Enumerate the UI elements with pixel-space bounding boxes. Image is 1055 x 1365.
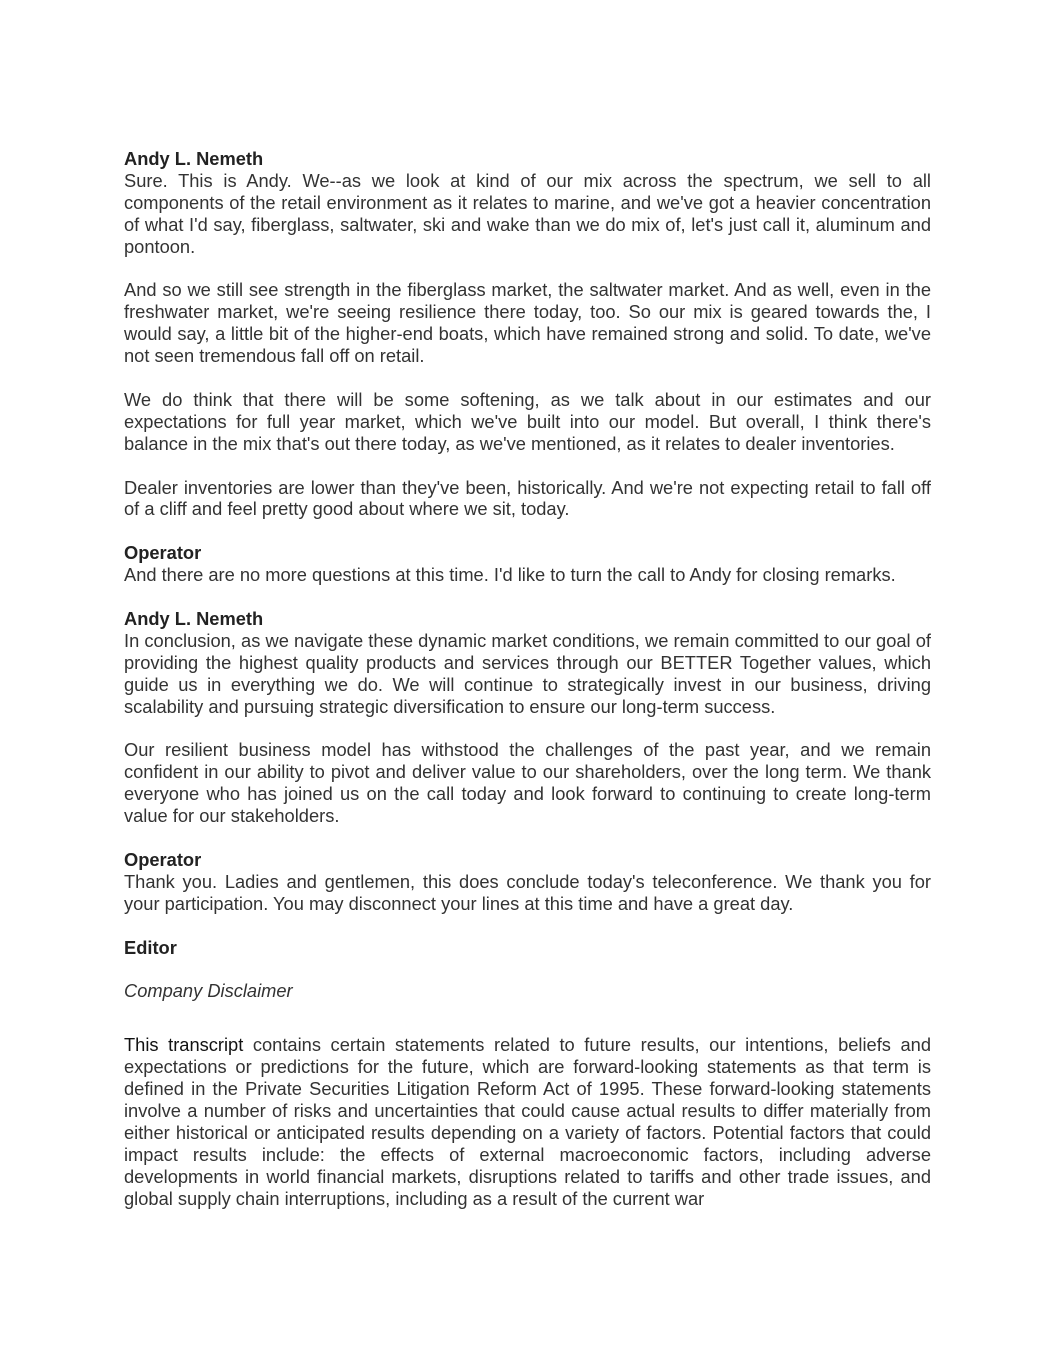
transcript-section: [124, 148, 931, 520]
transcript-paragraph: Sure. This is Andy. We--as we look at kind of our mix across the spectrum, we sell to all components of the retail environment as it relates to marine, and we've got a heavier concentration of what I'd say, fiberglass, saltwater, ski and wake than we do mix of, let's just call it, aluminum and pontoon.: [124, 169, 931, 257]
disclaimer-title: Company Disclaimer: [124, 980, 293, 1002]
disclaimer-body: contains certain statements related to future results, our intentions, beliefs and expectations or predictions for the future, which are forward-looking statements as that term is defined in the Private Securities Litigation Reform Act of 1995. These forward-looking statements involve a number of risks and uncertainties that could cause actual results to differ materially from either historical or anticipated results depending on a variety of factors. Potential factors that could impact results include: the effects of external macroeconomic factors, including adverse developments in world financial markets, disruptions related to tariffs and other trade issues, and global supply chain interruptions, including as a result of the current war: [124, 1034, 931, 1209]
editor-heading: Editor: [124, 936, 177, 958]
transcript-paragraph: Dealer inventories are lower than they've been, historically. And we're not expecting retail to fall off of a cliff and feel pretty good about where we sit, today.: [124, 476, 931, 520]
disclaimer-lead: This transcript: [124, 1034, 244, 1056]
transcript-section: [124, 849, 931, 915]
editor-section: [124, 937, 931, 1210]
speaker-name: Operator: [124, 542, 202, 564]
disclaimer-text: [124, 1034, 931, 1209]
transcript-paragraph: Thank you. Ladies and gentlemen, this does conclude today's teleconference. We thank you for your participation. You may disconnect your lines at this time and have a great day.: [124, 870, 931, 914]
transcript-paragraph: And so we still see strength in the fiberglass market, the saltwater market. And as well, even in the freshwater market, we're seeing resilience there today, too. So our mix is geared towards the, I would say, a little bit of the higher-end boats, which have remained strong and solid. To date, we've not seen tremendous fall off on retail.: [124, 279, 931, 367]
transcript-section: [124, 608, 931, 827]
transcript-paragraph: We do think that there will be some softening, as we talk about in our estimates and our expectations for full year market, which we've built into our model. But overall, I think there's balance in the mix that's out there today, as we've mentioned, as it relates to dealer inventories.: [124, 388, 931, 454]
transcript-section: [124, 542, 931, 586]
speaker-name: Andy L. Nemeth: [124, 148, 264, 169]
transcript-paragraph: Our resilient business model has withstood the challenges of the past year, and we remain confident in our ability to pivot and deliver value to our shareholders, over the long term. We thank everyone who has joined us on the call today and look forward to continuing to create long-term value for our stakeholders.: [124, 739, 931, 827]
speaker-name: Operator: [124, 848, 202, 870]
transcript-paragraph: In conclusion, as we navigate these dynamic market conditions, we remain committed to our goal of providing the highest quality products and services through our BETTER Together values, which guide us in everything we do. We will continue to strategically invest in our business, driving scalability and pursuing strategic diversification to ensure our long-term success.: [124, 629, 931, 717]
transcript-page: [124, 148, 931, 1209]
speaker-name: Andy L. Nemeth: [124, 607, 264, 629]
transcript-paragraph: And there are no more questions at this time. I'd like to turn the call to Andy for closing remarks.: [124, 564, 896, 586]
